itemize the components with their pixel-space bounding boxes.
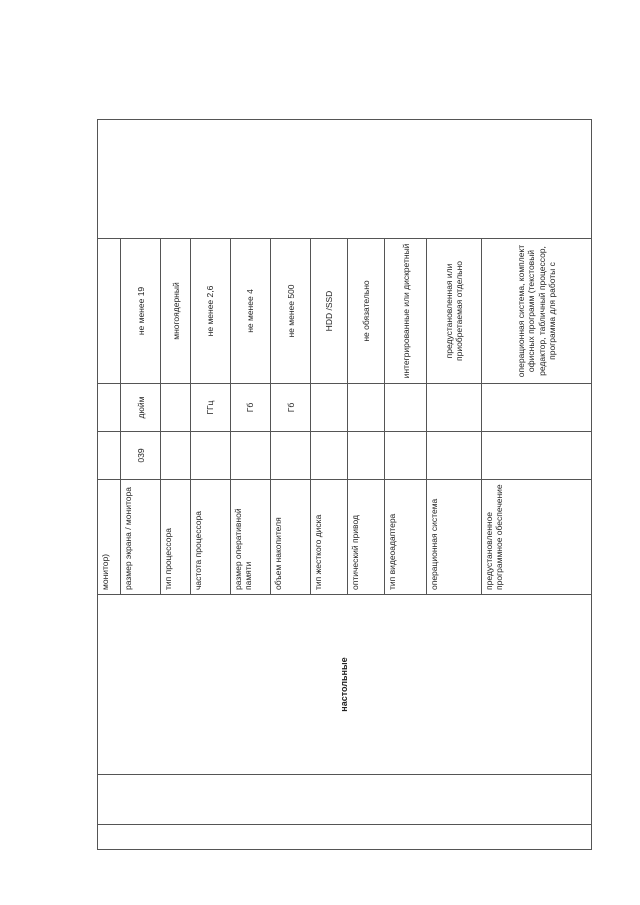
value-cell [348, 239, 385, 384]
unit-cell [230, 384, 270, 432]
value-cell [311, 239, 348, 384]
value-cell [427, 239, 482, 384]
category-cell [98, 595, 592, 775]
value-cell [271, 239, 311, 384]
table-row [98, 120, 121, 850]
param-text: операционная система [429, 498, 440, 590]
param-cell [190, 480, 230, 595]
value-text: операционная система, комплект офисных программ (текстовый редактор, табличный процессор, программа для работы с [516, 244, 557, 378]
param-cell [427, 480, 482, 595]
param-text: частота процессора [192, 511, 203, 590]
unit-cell [98, 384, 121, 432]
param-cell [271, 480, 311, 595]
param-cell [348, 480, 385, 595]
value-text: HDD /SSD [324, 290, 335, 332]
value-cell [190, 239, 230, 384]
code-cell [190, 432, 230, 480]
unit-text: Гб [285, 402, 296, 413]
param-text: размер оперативной памяти [232, 508, 254, 590]
blank-cell [98, 825, 592, 850]
param-cell [121, 480, 161, 595]
value-text: не менее 2,6 [205, 285, 216, 337]
code-cell [348, 432, 385, 480]
param-cell [482, 480, 592, 595]
unit-cell [348, 384, 385, 432]
param-text: объем накопителя [273, 517, 284, 590]
value-text: не обязательно [361, 280, 372, 342]
unit-text: дюйм [135, 396, 146, 419]
code-cell [385, 432, 427, 480]
code-cell [271, 432, 311, 480]
unit-cell [190, 384, 230, 432]
value-cell [385, 239, 427, 384]
unit-text: ГГц [205, 400, 216, 415]
param-text: размер экрана / монитора [123, 487, 134, 590]
code-text: 039 [135, 448, 146, 463]
value-text: интегрированные или дискретный [400, 243, 411, 379]
param-cell [98, 480, 121, 595]
unit-cell [427, 384, 482, 432]
unit-cell [161, 384, 191, 432]
unit-cell [482, 384, 592, 432]
code-cell [230, 432, 270, 480]
param-cell [311, 480, 348, 595]
unit-cell [271, 384, 311, 432]
value-text: многоядерный [170, 282, 181, 340]
value-text: не менее 19 [135, 286, 146, 336]
code-cell [482, 432, 592, 480]
param-text: тип видеоадаптера [387, 513, 398, 590]
value-cell [482, 239, 592, 384]
unit-cell [385, 384, 427, 432]
code-cell [161, 432, 191, 480]
header-param: монитор) [100, 553, 110, 590]
value-cell [161, 239, 191, 384]
code-cell [121, 432, 161, 480]
blank-cell [98, 775, 592, 825]
value-text: не менее 500 [285, 284, 296, 338]
value-cell [98, 239, 121, 384]
code-cell [427, 432, 482, 480]
param-text: оптический привод [350, 515, 361, 590]
unit-cell [311, 384, 348, 432]
param-text: тип процессора [163, 528, 174, 590]
value-text: предустановленная или приобретаемая отдельно [444, 261, 465, 361]
value-text: не менее 4 [245, 289, 256, 333]
spec-table [97, 119, 592, 850]
value-cell [230, 239, 270, 384]
code-cell [311, 432, 348, 480]
param-cell [161, 480, 191, 595]
category-label: настольные [339, 657, 350, 712]
blank-cell [98, 120, 592, 239]
spec-table-body [98, 120, 592, 850]
unit-text: Гб [245, 402, 256, 413]
param-cell [385, 480, 427, 595]
unit-cell [121, 384, 161, 432]
code-cell [98, 432, 121, 480]
param-cell [230, 480, 270, 595]
rotated-page [97, 120, 592, 850]
value-cell [121, 239, 161, 384]
param-text: тип жесткого диска [313, 514, 324, 590]
param-text: предустановленное программное обеспечение [484, 484, 505, 590]
